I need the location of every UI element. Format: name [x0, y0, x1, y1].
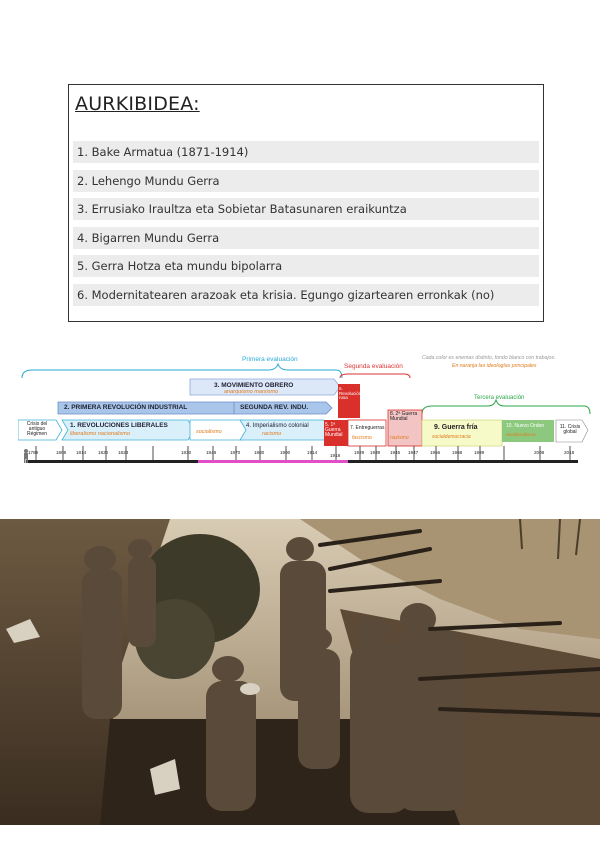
tl-note-line1: Cada color es enemas distinto, fondo blanco con trabajos.: [422, 355, 556, 361]
tl-obrero-sub: anarquismo marxismo: [224, 389, 279, 395]
tl-year: 1968: [452, 450, 463, 455]
index-item-3: 3. Errusiako Iraultza eta Sobietar Batasunaren eraikuntza: [73, 198, 539, 220]
index-item-1: 1. Bake Armatua (1871-1914): [73, 141, 539, 163]
tl-year: 1808: [56, 450, 67, 455]
timeline-infographic: [18, 350, 596, 482]
tl-year: 1848: [206, 450, 217, 455]
tl-box-ww2-sub: nazismo: [390, 435, 409, 441]
tl-year: 1945: [390, 450, 401, 455]
tl-year: 1830: [181, 450, 192, 455]
tl-box-guerra-fria-sub: socialdemocracia: [432, 434, 471, 440]
tl-year: 1914: [307, 450, 318, 455]
tl-year: 1823: [118, 450, 129, 455]
tl-year: 1789: [28, 450, 39, 455]
index-item-5: 5. Gerra Hotza eta mundu bipolarra: [73, 255, 539, 277]
tl-year: 1870: [230, 450, 241, 455]
index-item-2: 2. Lehengo Mundu Gerra: [73, 170, 539, 192]
tl-imperialismo: 4. Imperialismo colonial: [246, 423, 309, 429]
index-item-6: 6. Modernitatearen arazoak eta krisia. Egungo gizartearen erronkak (no): [73, 284, 539, 306]
tl-box-rusa: 6. Revolución rusa: [339, 386, 362, 400]
tl-year: 2008: [534, 450, 545, 455]
tl-year: 1918: [330, 453, 341, 458]
tl-year: 1956: [430, 450, 441, 455]
index-list: [73, 141, 539, 313]
tl-box-nuevo-orden-sub: neoliberalismo: [506, 432, 536, 437]
trench-photo: [0, 519, 600, 825]
tl-header-first: Primera evaluación: [242, 356, 298, 363]
tl-box-ww2: 8. 2ª Guerra Mundial: [390, 411, 418, 422]
tl-year: 1880: [254, 450, 265, 455]
tl-box-nuevo-orden: 10. Nuevo Orden: [506, 423, 545, 429]
tl-box-ww1: 5. 1ª Guerra Mundial: [325, 422, 343, 438]
timeline-graphics: [18, 350, 596, 482]
tl-year: 1989: [474, 450, 485, 455]
tl-box-guerra-fria: 9. Guerra fría: [434, 424, 478, 431]
tl-imperialismo-sub: racismo: [262, 431, 282, 437]
tl-note-line2: En naranja las ideologías principales: [452, 363, 537, 369]
tl-industrial: 2. PRIMERA REVOLUCIÓN INDUSTRIAL: [64, 404, 188, 411]
tl-year: 1947: [408, 450, 419, 455]
tl-year: 2018: [564, 450, 575, 455]
tl-second-rev: SEGUNDA REV. INDU.: [240, 404, 309, 411]
tl-year: 1939: [370, 450, 381, 455]
tl-year: 1929: [354, 450, 365, 455]
tl-obrero: 3. MOVIMIENTO OBRERO: [214, 382, 294, 389]
tl-liberal-sub: liberalismo nacionalismo: [70, 431, 130, 437]
trench-photo-graphic: [0, 519, 600, 825]
tl-box-crisis: 11. Crisis global: [559, 424, 581, 435]
tl-box-entreguerras-sub: fascismo: [352, 435, 372, 441]
index-box: [68, 84, 544, 322]
index-item-4: 4. Bigarren Mundu Gerra: [73, 227, 539, 249]
tl-socialismo: socialismo: [196, 429, 222, 435]
tl-year: 1820: [98, 450, 109, 455]
index-title: AURKIBIDEA:: [75, 93, 200, 115]
tl-header-second: Segunda evaluación: [344, 363, 403, 370]
tl-header-third: Tercera evaluación: [474, 395, 525, 401]
tl-year: 1814: [76, 450, 87, 455]
tl-box-entreguerras: 7. Entreguerras: [350, 425, 385, 431]
tl-year: 1900: [280, 450, 291, 455]
tl-liberal: 1. REVOLUCIONES LIBERALES: [70, 422, 168, 429]
tl-start-label: Crisis del antiguo Régimen: [26, 421, 48, 437]
